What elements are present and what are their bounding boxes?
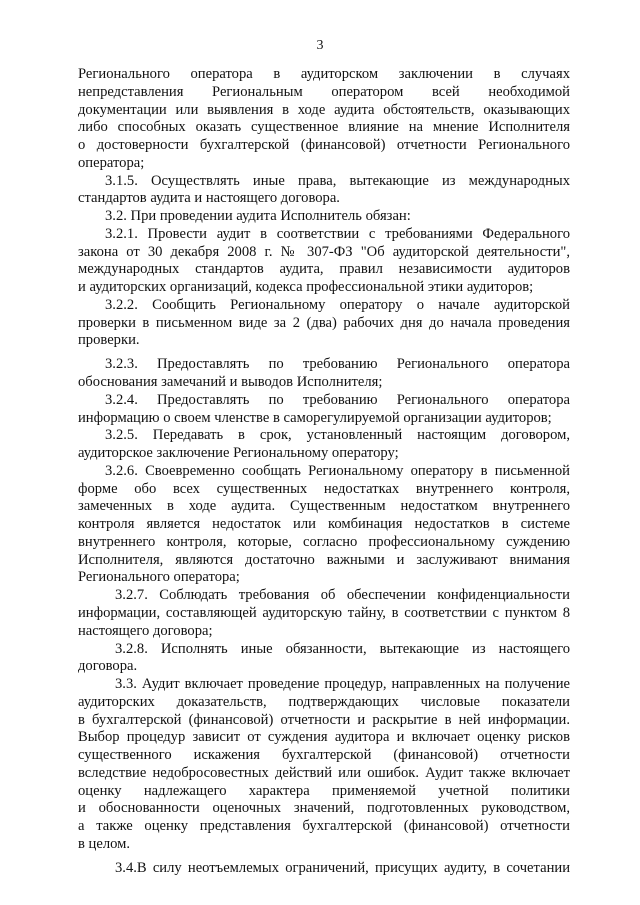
- text-line: непредставления Региональным оператором всей необходимой: [78, 83, 570, 100]
- clause-3-2-7: 3.2.7. Соблюдать требования об обеспечении конфиденциальности: [115, 587, 570, 604]
- text-line: оценку надлежащего характера применяемой учетной политики: [78, 782, 570, 799]
- clause-3-2-3: 3.2.3. Предоставлять по требованию Регионального оператора: [105, 356, 570, 373]
- text-line: документации или выявления в ходе аудита обстоятельств, оказывающих: [78, 101, 570, 118]
- contract-body-text: [78, 66, 570, 877]
- text-line: о достоверности бухгалтерской (финансовой) отчетности Регионального: [78, 137, 570, 154]
- text-line: и аудиторских организаций, кодекса профессиональной этики аудиторов;: [78, 279, 534, 296]
- text-line: вследствие недобросовестных действий или ошибок. Аудит также включает: [78, 764, 570, 781]
- clause-3-2-2: 3.2.2. Сообщить Региональному оператору о начале аудиторской: [105, 296, 570, 313]
- text-line: внутреннего контроля, которые, согласно профессиональному суждению: [78, 533, 570, 550]
- text-line: международных стандартов аудита, правил независимости аудиторов: [78, 261, 570, 278]
- text-line: и обоснованности оценочных значений, подготовленных руководством,: [78, 800, 570, 817]
- text-line: в целом.: [78, 835, 131, 852]
- text-line: Регионального оператора в аудиторском заключении в случаях: [78, 66, 570, 82]
- text-line: контроля является недостаток или комбинация недостатков в системе: [78, 516, 570, 533]
- text-line: проверки.: [78, 332, 140, 349]
- text-line: Выбор процедур зависит от суждения аудитора и включает оценку рисков: [78, 729, 570, 746]
- text-line: проверки в письменном виде за 2 (два) рабочих дня до начала проведения: [78, 314, 570, 331]
- text-line: аудиторское заключение Региональному оператору;: [78, 445, 399, 462]
- text-line: закона от 30 декабря 2008 г. № 307-ФЗ "Об аудиторской деятельности",: [78, 243, 570, 260]
- text-line: замеченных в ходе аудита. Существенным недостатком внутреннего: [78, 498, 570, 515]
- text-line: информацию о своем членстве в саморегулируемой организации аудиторов;: [78, 409, 552, 426]
- text-line: Исполнителя, являются достаточно важными и заслуживают внимания: [78, 551, 570, 568]
- page-number: 3: [316, 38, 324, 53]
- clause-3-2-6: 3.2.6. Своевременно сообщать Региональному оператору в письменной: [105, 462, 570, 479]
- text-line: существенного искажения бухгалтерской (финансовой) отчетности: [78, 747, 570, 764]
- clause-3-2-5: 3.2.5. Передавать в срок, установленный настоящим договором,: [105, 427, 570, 444]
- text-line: либо способных оказать существенное влияние на мнение Исполнителя: [78, 119, 570, 136]
- clause-3-3: 3.3. Аудит включает проведение процедур, направленных на получение: [115, 676, 570, 693]
- clause-3-2-1: 3.2.1. Провести аудит в соответствии с требованиями Федерального: [105, 225, 570, 242]
- text-line: аудиторских доказательств, подтверждающих числовые показатели: [78, 693, 570, 710]
- text-line: договора.: [78, 658, 138, 675]
- text-line: а также оценку представления бухгалтерской (финансовой) отчетности: [78, 818, 570, 835]
- text-line: форме обо всех существенных недостатках внутреннего контроля,: [78, 480, 570, 497]
- clause-3-2-8: 3.2.8. Исполнять иные обязанности, вытекающие из настоящего: [115, 640, 570, 657]
- text-line: обоснования замечаний и выводов Исполнителя;: [78, 374, 383, 391]
- clause-3-1-5: 3.1.5. Осуществлять иные права, вытекающие из международных: [105, 172, 570, 189]
- text-line: стандартов аудита и настоящего договора.: [78, 190, 340, 207]
- clause-3-4: 3.4.В силу неотъемлемых ограничений, присущих аудиту, в сочетании: [115, 859, 570, 876]
- text-line: оператора;: [78, 154, 145, 171]
- text-line: Регионального оператора;: [78, 569, 240, 586]
- clause-3-2-heading: 3.2. При проведении аудита Исполнитель обязан:: [105, 208, 411, 225]
- text-line: настоящего договора;: [78, 622, 213, 639]
- text-line: в бухгалтерской (финансовой) отчетности и раскрытие в ней информации.: [78, 711, 570, 728]
- clause-3-2-4: 3.2.4. Предоставлять по требованию Регионального оператора: [105, 391, 570, 408]
- text-line: информации, составляющей аудиторскую тайну, в соответствии с пунктом 8: [78, 604, 570, 621]
